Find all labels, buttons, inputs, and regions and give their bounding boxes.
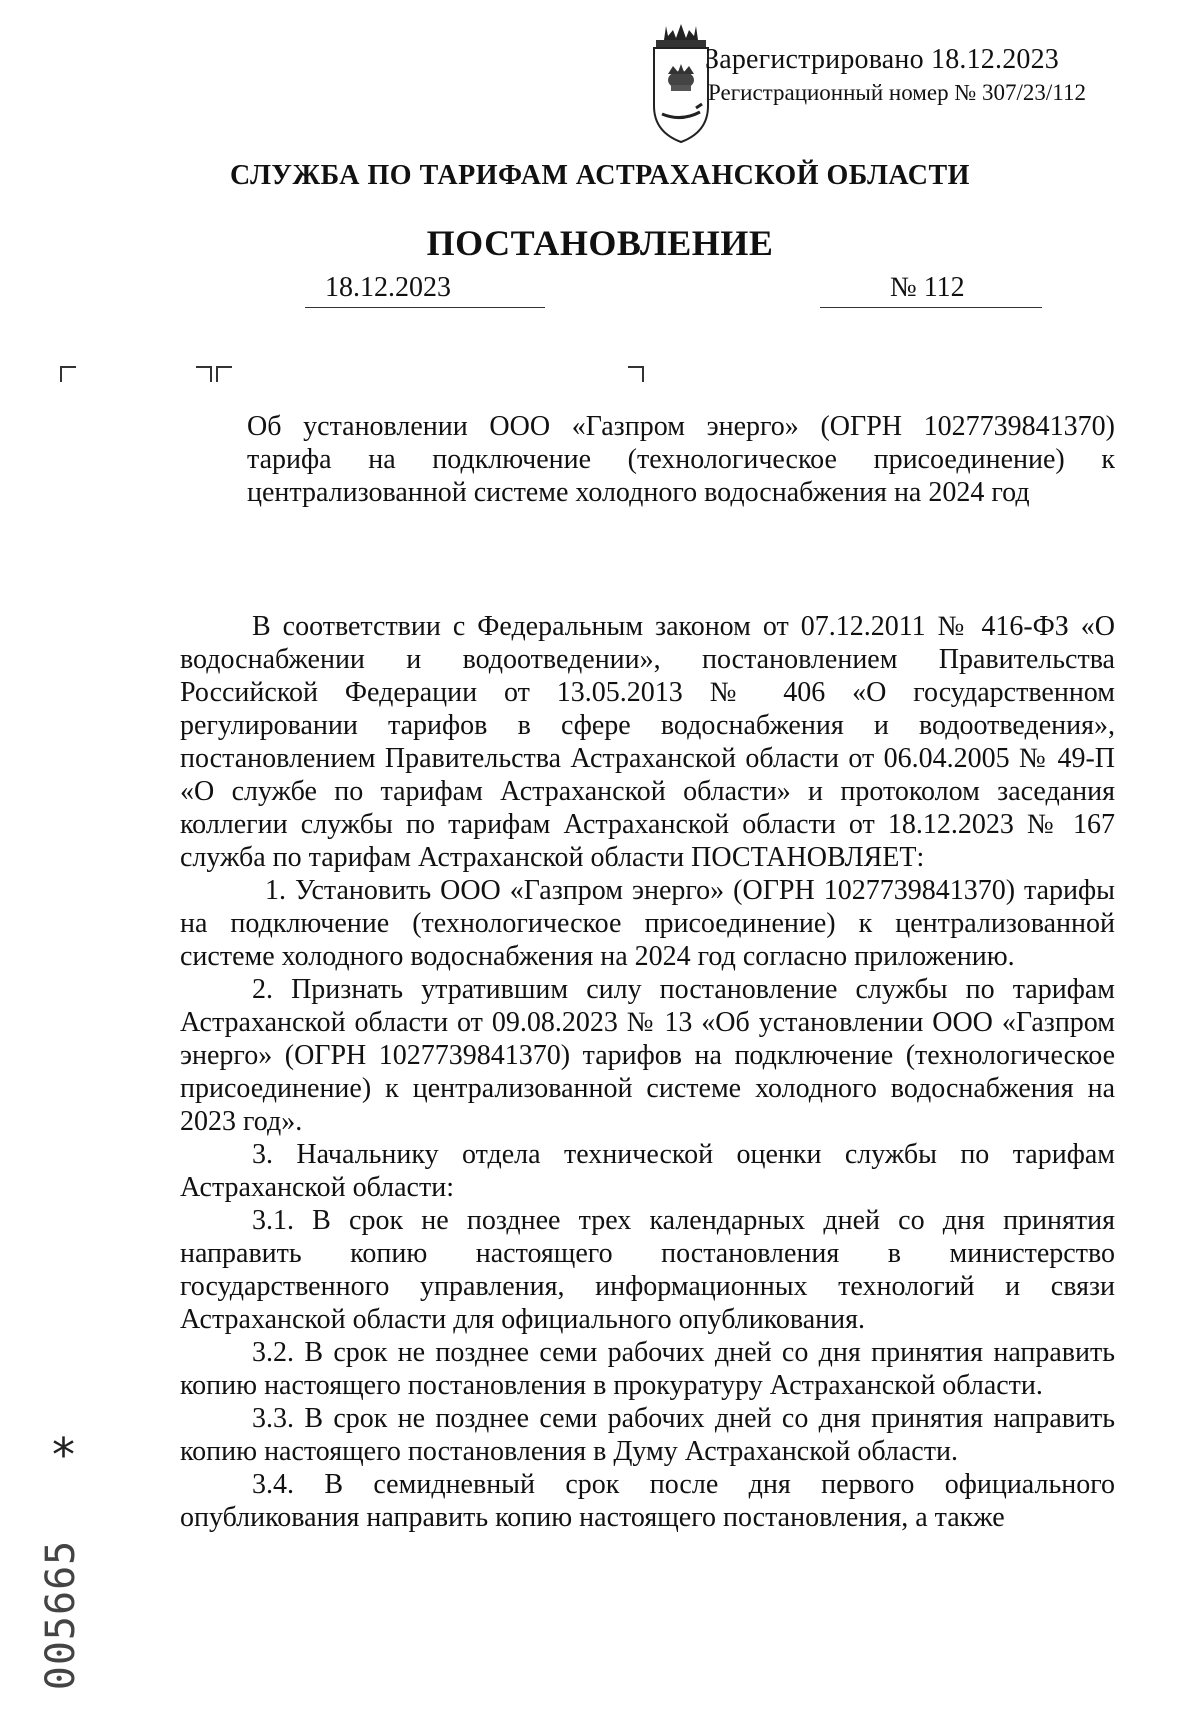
corner-mark xyxy=(216,366,232,382)
body-item: 2. Признать утратившим силу постановление службы по тарифам Астраханской области от 09.08.2023 № 13 «Об установлении ООО «Газпром энерго» (ОГРН 1027739841370) тарифов на подключение (технологическое присоединение) к централизованной системе холодного водоснабжения на 2023 год». xyxy=(180,974,1115,1137)
preamble-paragraph: В соответствии с Федеральным законом от 07.12.2011 № 416-ФЗ «О водоснабжении и водоотведении», постановлением Правительства Российской Федерации от 13.05.2013 № 406 «О государственном регулировании тарифов в сфере водоснабжения и водоотведения», постановлением Правительства Астраханской области от 06.04.2005 № 49-П «О службе по тарифам Астраханской области» и протоколом заседания коллегии службы по тарифам Астраханской области от 18.12.2023 № 167 служба по тарифам Астраханской области ПОСТАНОВЛЯЕТ: xyxy=(180,611,1115,873)
body-item: 3.2. В срок не позднее семи рабочих дней со дня принятия направить копию настоящего постановления в прокуратуру Астраханской области. xyxy=(180,1337,1115,1401)
margin-asterisk: * xyxy=(52,1428,75,1482)
document-date: 18.12.2023 xyxy=(305,272,545,308)
organization-title: СЛУЖБА ПО ТАРИФАМ АСТРАХАНСКОЙ ОБЛАСТИ xyxy=(230,160,970,191)
document-subject xyxy=(247,410,1115,509)
registration-date: Зарегистрировано 18.12.2023 xyxy=(705,44,1060,75)
coat-of-arms-icon xyxy=(646,22,716,148)
body-item: 3.1. В срок не позднее трех календарных дней со дня принятия направить копию настоящего постановления в министерство государственного управления, информационных технологий и связи Астраханской области для официального опубликования. xyxy=(180,1205,1115,1335)
subject-text: Об установлении ООО «Газпром энерго» (ОГРН 1027739841370) тарифа на подключение (технологическое присоединение) к централизованной системе холодного водоснабжения на 2024 год xyxy=(247,411,1115,508)
body-item: 3.4. В семидневный срок после дня первого официального опубликования направить копию настоящего постановления, а также xyxy=(180,1469,1115,1533)
registration-number: Регистрационный номер № 307/23/112 xyxy=(708,80,1086,105)
corner-mark xyxy=(196,366,212,382)
document-type: ПОСТАНОВЛЕНИЕ xyxy=(426,223,774,263)
body-item: 3.3. В срок не позднее семи рабочих дней со дня принятия направить копию настоящего постановления в Думу Астраханской области. xyxy=(180,1403,1115,1467)
body-item: 3. Начальнику отдела технической оценки службы по тарифам Астраханской области: xyxy=(180,1139,1115,1203)
document-body xyxy=(180,610,1115,1534)
body-item: 1. Установить ООО «Газпром энерго» (ОГРН 1027739841370) тарифы на подключение (технологическое присоединение) к централизованной системе холодного водоснабжения на 2024 год согласно приложению. xyxy=(180,875,1115,972)
margin-stamp xyxy=(38,1495,84,1735)
corner-mark xyxy=(628,366,644,382)
document-number: № 112 xyxy=(820,272,1042,308)
corner-mark xyxy=(60,366,76,382)
margin-stamp-number: 005665 xyxy=(38,1539,84,1691)
